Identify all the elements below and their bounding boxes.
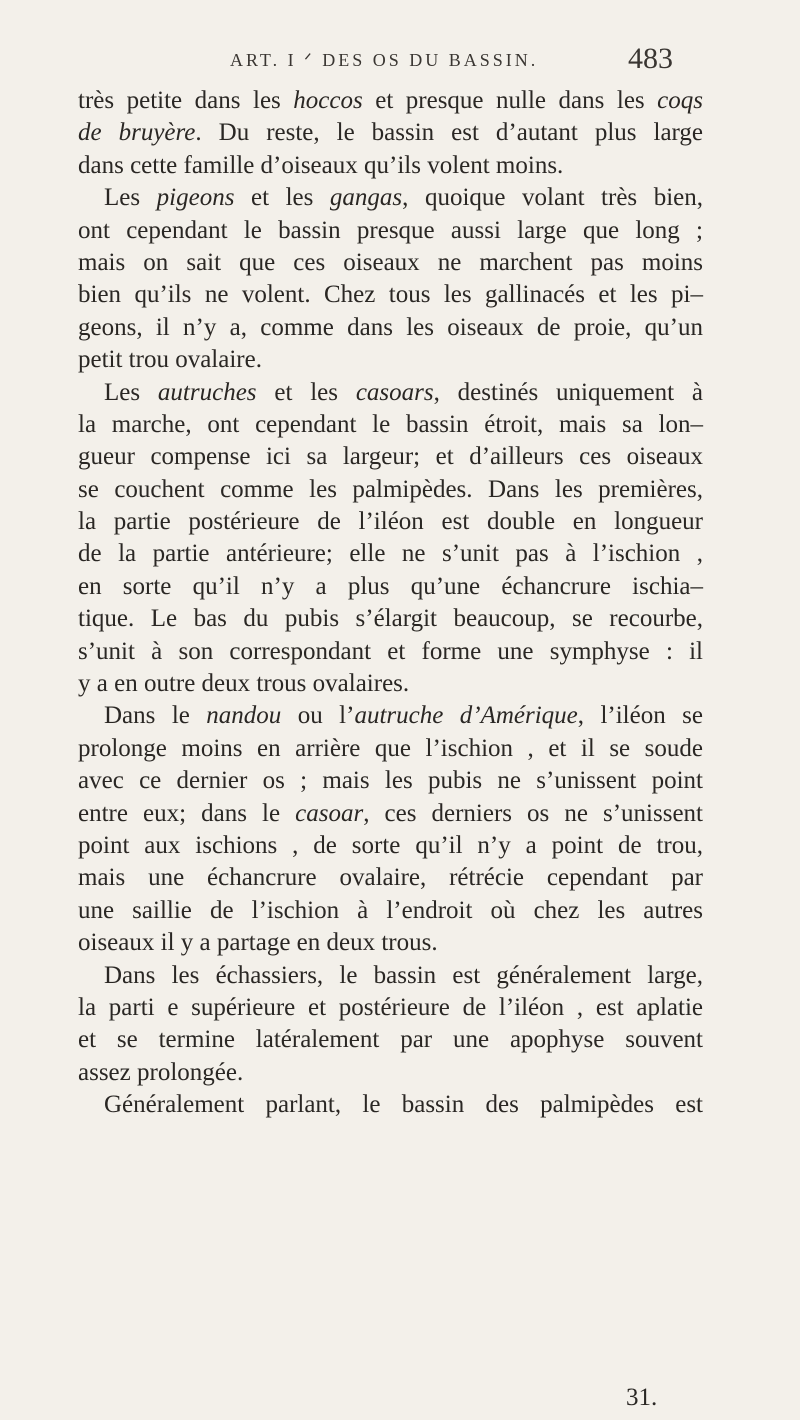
text-run: point aux ischions , de sorte qu’il n’y a point de trou, [78, 831, 703, 859]
text-run: , destinés uniquement à [433, 378, 703, 406]
text-run: en sorte qu’il n’y a plus qu’une échancrure ischia– [78, 572, 703, 600]
text-run: y a en outre deux trous ovalaires. [78, 670, 410, 698]
text-run: bien qu’ils ne volent. Chez tous les gallinacés et les pi– [78, 281, 703, 309]
text-run: , ces derniers os ne s’unissent [363, 799, 704, 827]
text-run: geons, il n’y a, comme dans les oiseaux de proie, qu’un [78, 313, 703, 341]
text-run: Dans les échassiers, le bassin est généralement large, [104, 961, 703, 989]
text-line [78, 571, 703, 603]
text-run: Généralement parlant, le bassin des palmipèdes est [104, 1091, 703, 1119]
italic-term: casoars [355, 378, 434, 406]
text-run: et se termine latéralement par une apophyse souvent [78, 1026, 703, 1054]
italic-term: nandou [206, 702, 282, 730]
italic-term: hoccos [293, 87, 363, 114]
text-run: , quoique volant très bien, [402, 184, 703, 212]
text-line [78, 344, 703, 376]
italic-term: pigeons [156, 184, 235, 212]
text-line [78, 1057, 703, 1089]
body-text [78, 85, 703, 1122]
text-line [78, 150, 703, 182]
text-run: de la partie antérieure; elle ne s’unit pas à l’ischion , [78, 540, 703, 568]
text-line [78, 312, 703, 344]
text-run: se couchent comme les palmipèdes. Dans les premières, [78, 475, 703, 503]
running-title: ART. I ᐟ DES OS DU BASSIN. [230, 50, 539, 70]
text-run: la parti e supérieure et postérieure de l’iléon , est aplatie [78, 993, 703, 1021]
italic-term: autruches [157, 378, 257, 406]
text-line [78, 636, 703, 668]
signature-mark: 31. [626, 1384, 658, 1411]
text-run: , l’iléon se [577, 702, 703, 730]
text-run: tique. Le bas du pubis s’élargit beaucoup, se recourbe, [78, 605, 703, 633]
italic-term: de bruyère [78, 119, 196, 147]
text-line [78, 247, 703, 279]
text-line [78, 538, 703, 570]
text-run: ou l’ [281, 702, 355, 730]
text-line [78, 377, 703, 409]
text-line [78, 700, 703, 732]
text-run: dans cette famille d’oiseaux qu’ils volent moins. [78, 151, 564, 179]
page-number: 483 [628, 42, 673, 75]
italic-term: coqs [657, 87, 703, 114]
text-line [78, 895, 703, 927]
text-line [78, 798, 703, 830]
italic-term: casoar [295, 799, 364, 827]
text-line [78, 960, 703, 992]
text-run: avec ce dernier os ; mais les pubis ne s’unissent point [78, 767, 703, 795]
italic-term: gangas [329, 184, 403, 212]
text-line [78, 279, 703, 311]
text-line [78, 733, 703, 765]
text-line [78, 992, 703, 1024]
text-run: une saillie de l’ischion à l’endroit où chez les autres [78, 896, 703, 924]
text-line [78, 409, 703, 441]
text-run: très petite dans les [78, 87, 294, 114]
text-run: prolonge moins en arrière que l’ischion , et il se soude [78, 734, 703, 762]
text-run: ont cependant le bassin presque aussi large que long ; [78, 216, 703, 244]
text-run: la partie postérieure de l’iléon est double en longueur [78, 508, 703, 536]
text-line [78, 1089, 703, 1121]
text-line [78, 441, 703, 473]
italic-term: autruche d’Amérique [354, 702, 578, 730]
text-line [78, 765, 703, 797]
text-run: la marche, ont cependant le bassin étroit, mais sa lon– [78, 410, 703, 438]
text-line [78, 862, 703, 894]
text-run: gueur compense ici sa largeur; et d’ailleurs ces oiseaux [78, 443, 703, 471]
text-line [78, 85, 703, 117]
text-run: oiseaux il y a partage en deux trous. [78, 929, 438, 957]
text-line [78, 474, 703, 506]
text-run: mais on sait que ces oiseaux ne marchent pas moins [78, 248, 703, 276]
text-run: et les [234, 184, 330, 212]
text-run: entre eux; dans le [78, 799, 296, 827]
text-run: et presque nulle dans les [362, 87, 658, 114]
text-run: Les [104, 378, 158, 406]
text-run: et les [256, 378, 356, 406]
text-run: assez prolongée. [78, 1058, 244, 1086]
running-head [0, 40, 800, 80]
text-line [78, 506, 703, 538]
text-line [78, 117, 703, 149]
text-line [78, 182, 703, 214]
text-line [78, 927, 703, 959]
text-run: . Du reste, le bassin est d’autant plus large [195, 119, 704, 147]
text-line [78, 1024, 703, 1056]
text-line [78, 603, 703, 635]
text-run: petit trou ovalaire. [78, 346, 262, 374]
text-run: s’unit à son correspondant et forme une symphyse : il [78, 637, 703, 665]
text-line [78, 668, 703, 700]
text-line [78, 830, 703, 862]
text-line [78, 215, 703, 247]
text-run: mais une échancrure ovalaire, rétrécie cependant par [78, 864, 703, 892]
text-run: Dans le [104, 702, 207, 730]
text-run: Les [104, 184, 157, 212]
